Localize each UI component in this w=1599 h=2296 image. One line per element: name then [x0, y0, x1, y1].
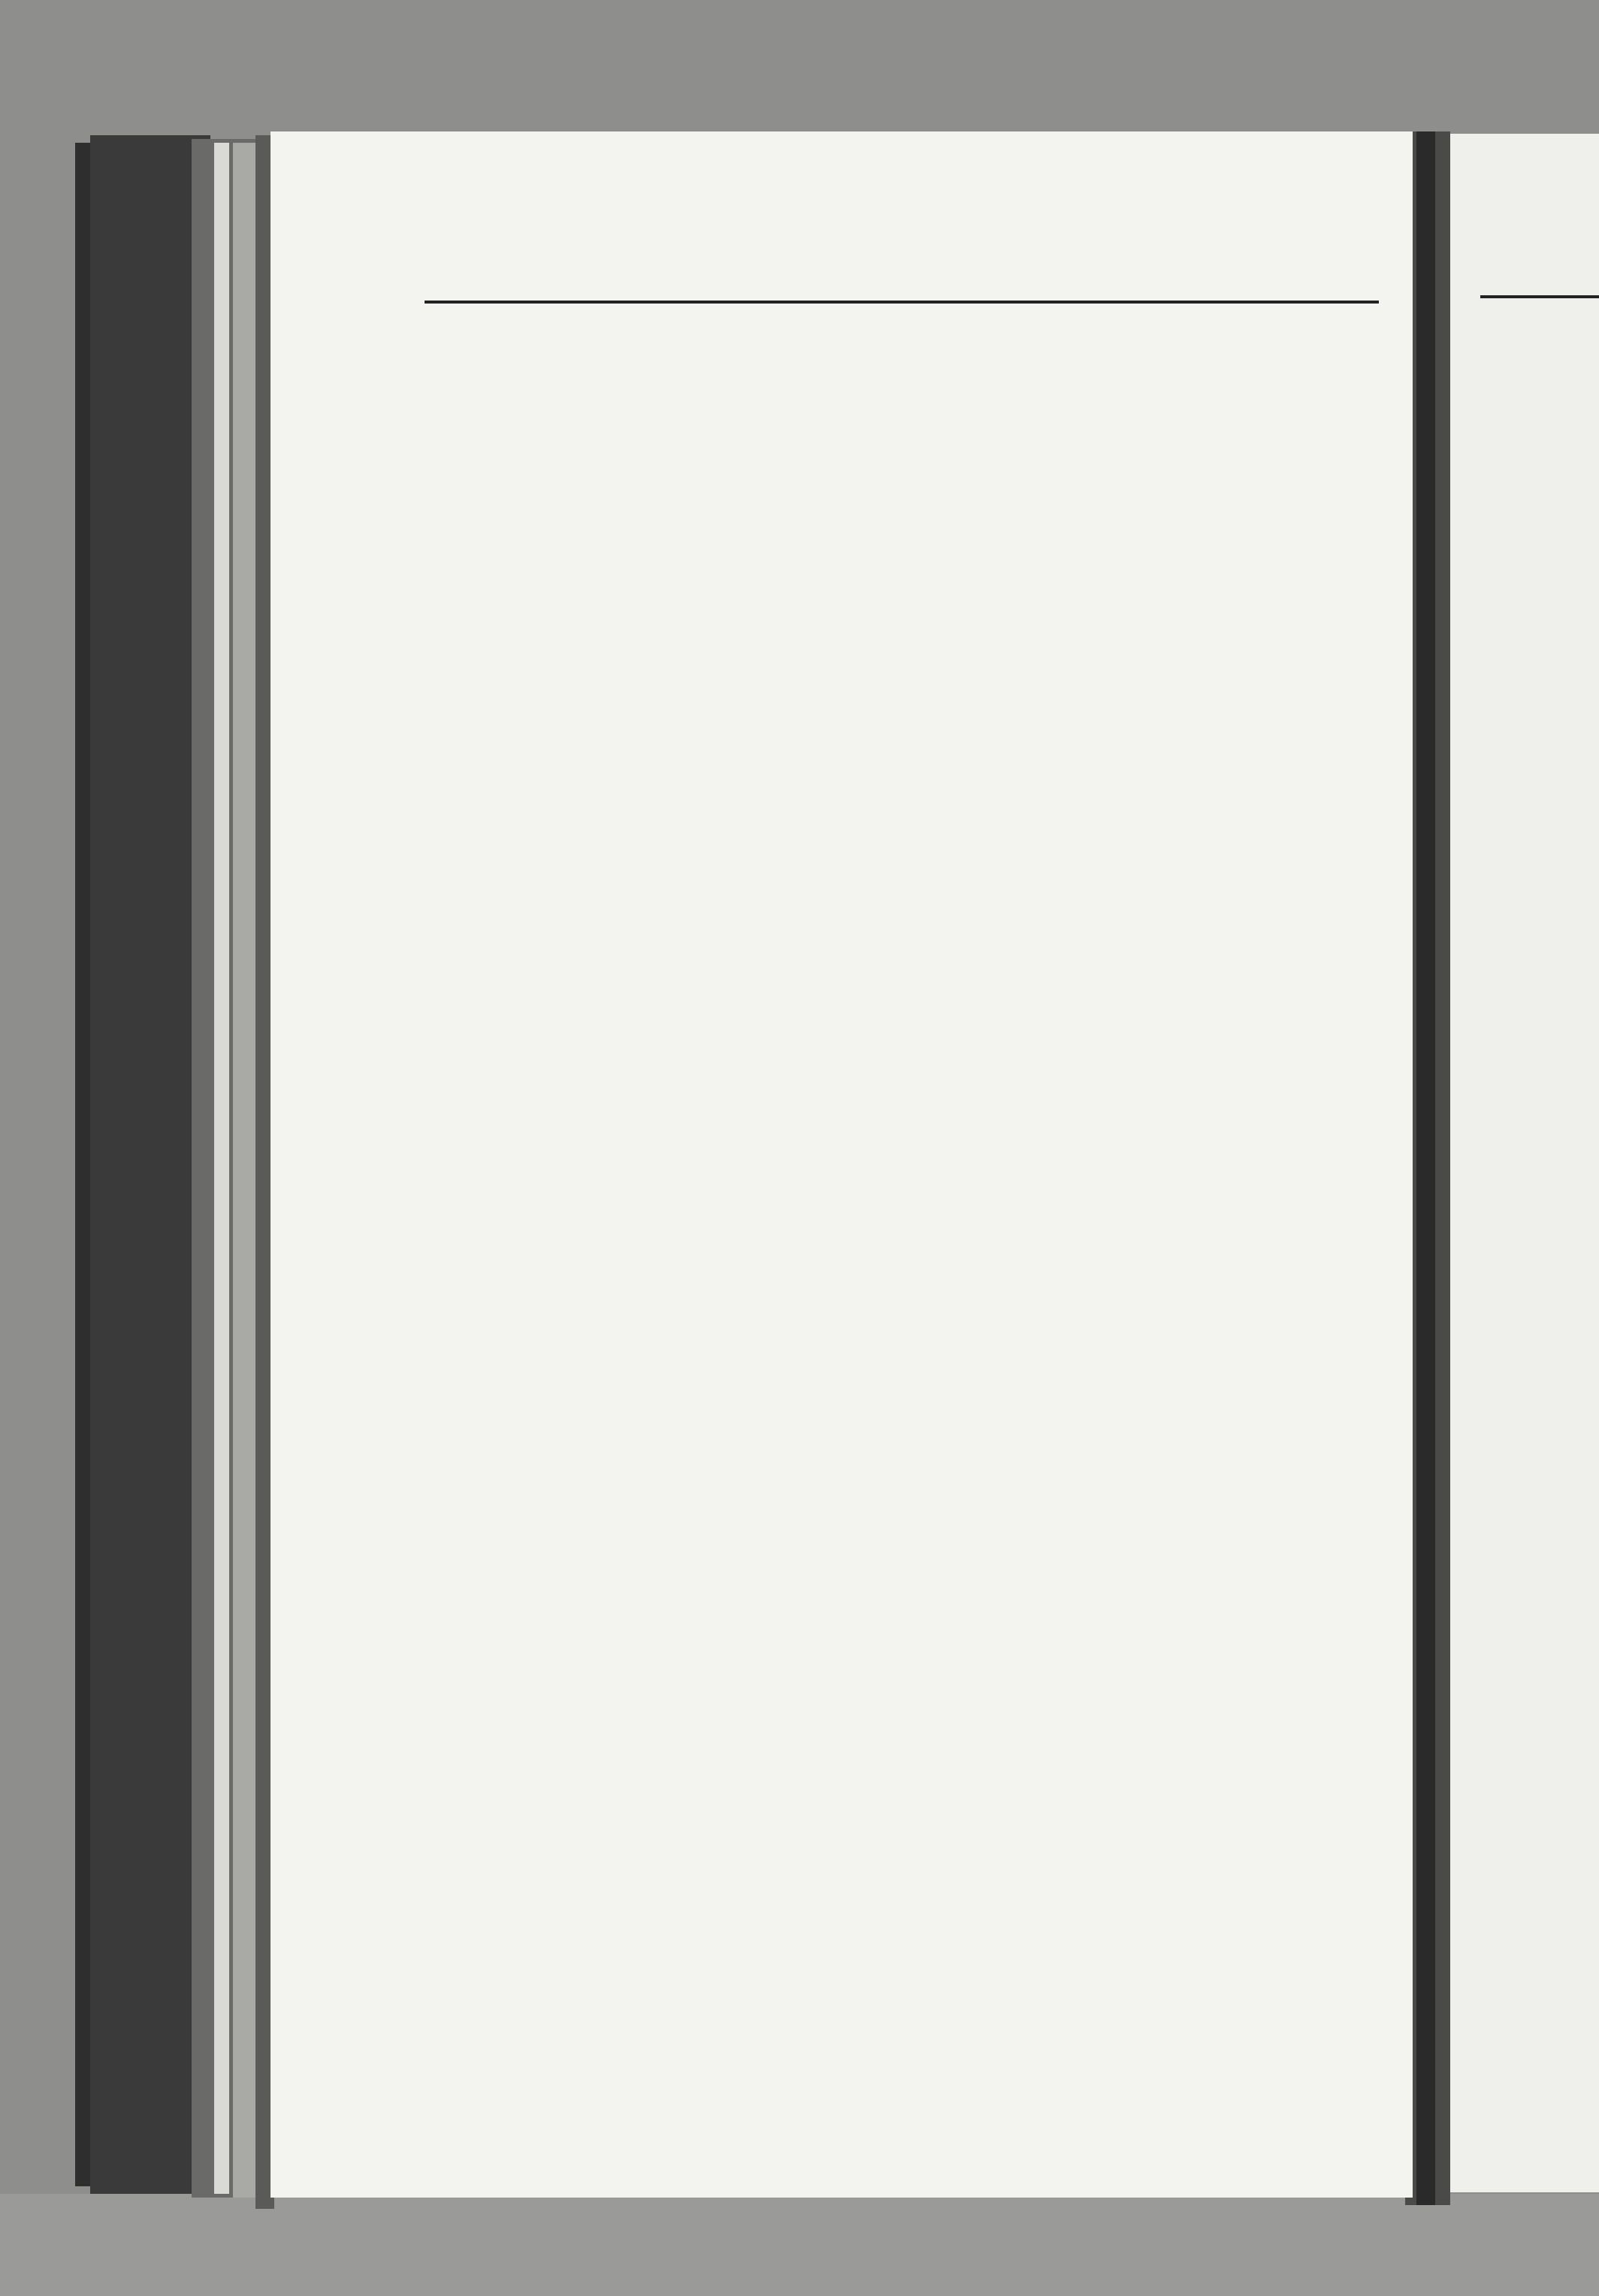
left-page — [271, 131, 1413, 2198]
right-page-rule — [1480, 295, 1599, 298]
right-page-fragment — [1450, 134, 1599, 2192]
header-rule — [425, 301, 1379, 304]
